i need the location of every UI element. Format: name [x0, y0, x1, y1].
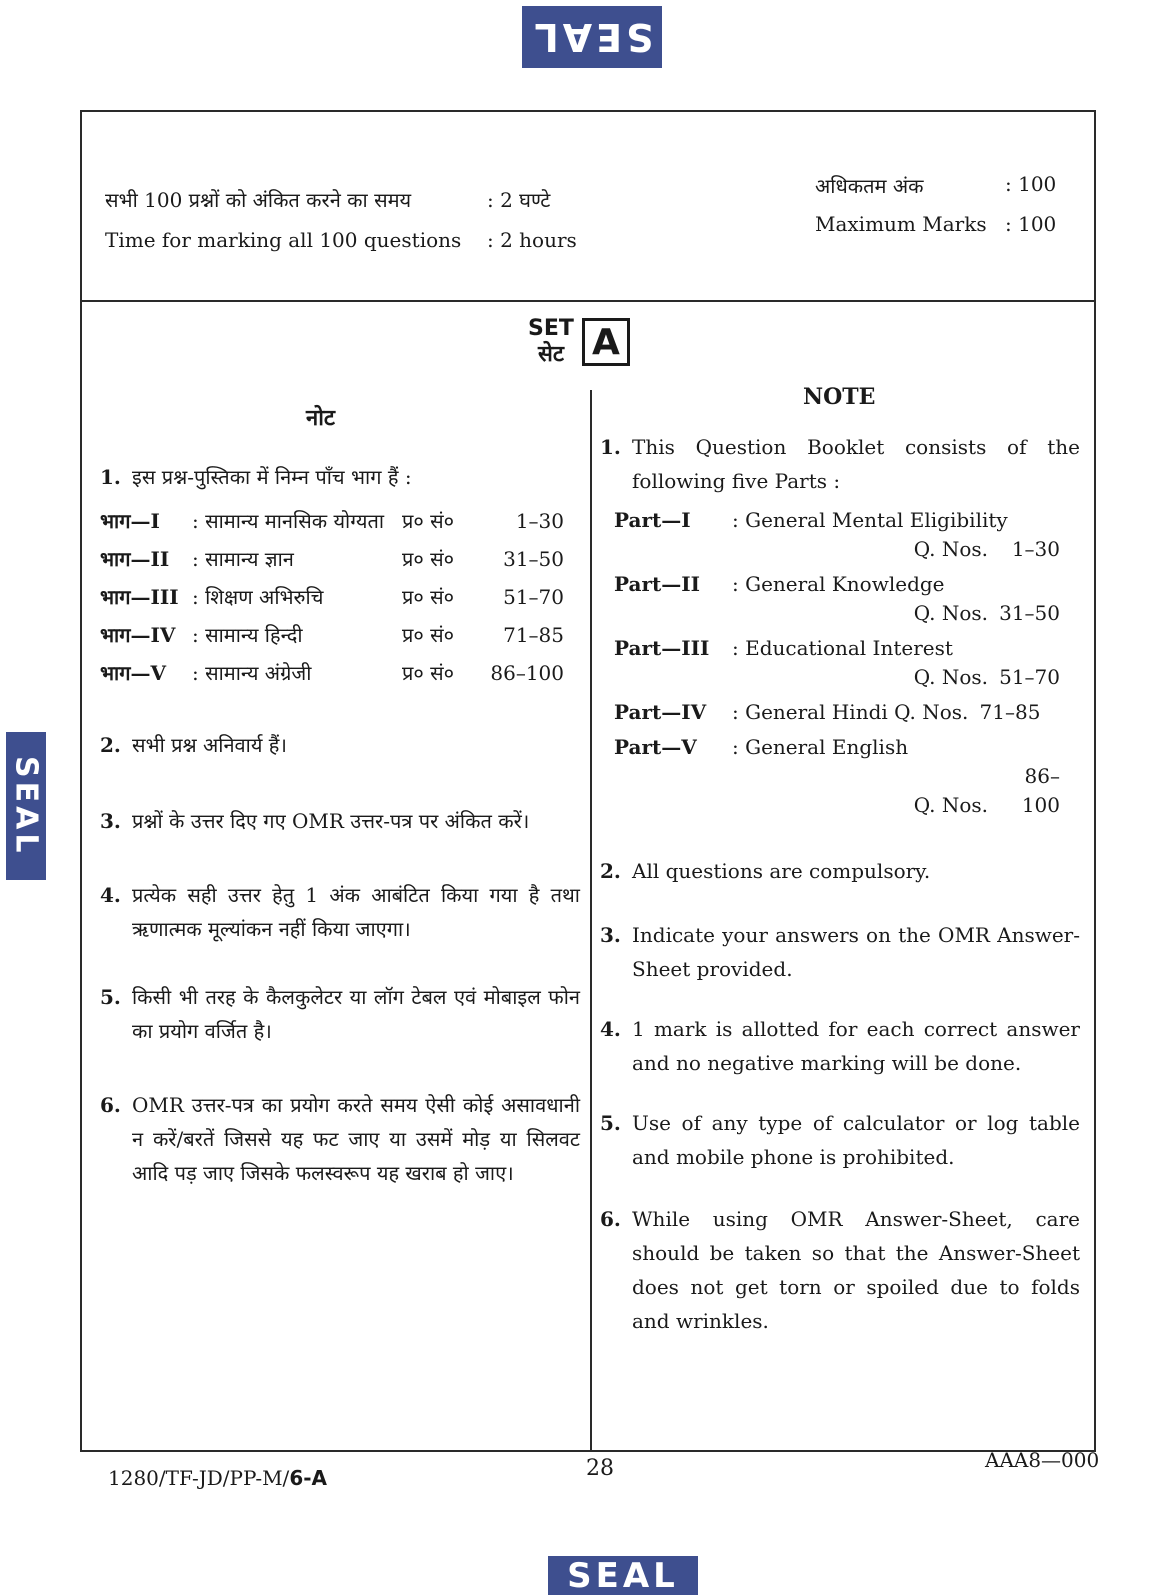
part-row	[100, 616, 580, 654]
set-label	[528, 316, 574, 368]
part-subject: : General Mental Eligibility	[732, 508, 1008, 532]
part-subject: : सामान्य हिन्दी	[192, 623, 303, 647]
item-text: 1 mark is allotted for each correct answer and no negative marking will be done.	[632, 1017, 1080, 1075]
marks-row-hindi	[815, 172, 1056, 199]
booklet-code-set: 6-A	[289, 1466, 328, 1490]
part-row	[614, 506, 1080, 564]
part-range: 71–85	[503, 623, 564, 647]
part-name: भाग—V	[100, 661, 167, 685]
item-number: 4.	[100, 883, 121, 907]
time-value-english: : 2 hours	[487, 228, 577, 252]
note-item	[100, 878, 580, 946]
page-number: 28	[586, 1456, 614, 1481]
part-q-label: Q. Nos.	[913, 665, 988, 689]
part-name: भाग—I	[100, 509, 160, 533]
part-name: भाग—IV	[100, 623, 176, 647]
booklet-code	[108, 1466, 327, 1490]
part-subject: : General Knowledge	[732, 572, 945, 596]
item-text: किसी भी तरह के कैलकुलेटर या लॉग टेबल एवं मोबाइल फोन का प्रयोग वर्जित है।	[132, 985, 580, 1043]
part-subject: : General Hindi	[732, 700, 888, 724]
note-column-english	[600, 430, 1080, 1366]
parts-list-hindi	[100, 502, 580, 692]
part-name: भाग—III	[100, 585, 179, 609]
part-subject: : General English	[732, 735, 909, 759]
part-subject: : सामान्य ज्ञान	[192, 547, 294, 571]
item-number: 1.	[600, 435, 621, 459]
set-label-english: SET	[528, 316, 574, 341]
marks-value-hindi: : 100	[1005, 172, 1057, 196]
part-range: 1–30	[1011, 537, 1060, 561]
item-number: 1.	[100, 465, 121, 489]
time-label-hindi: सभी 100 प्रश्नों को अंकित करने का समय	[105, 188, 412, 212]
part-range: 51–70	[999, 665, 1060, 689]
part-subject: : सामान्य अंग्रेजी	[192, 661, 312, 685]
part-q-label: प्र० सं०	[402, 547, 455, 571]
seal-stamp-top: SEAL	[522, 6, 662, 68]
note-item	[100, 980, 580, 1048]
part-q-label: प्र० सं०	[402, 585, 455, 609]
set-letter-box: A	[582, 318, 630, 366]
column-divider	[590, 390, 592, 1452]
part-q-label: Q. Nos.	[913, 601, 988, 625]
part-name: Part—III	[614, 636, 710, 660]
item-number: 5.	[100, 985, 121, 1009]
part-row	[100, 502, 580, 540]
part-range: 1–30	[515, 509, 564, 533]
part-range: 71–85	[979, 700, 1041, 724]
booklet-id: AAA8—000	[985, 1448, 1100, 1472]
item-text: While using OMR Answer-Sheet, care should be taken so that the Answer-Sheet does not get torn or spoiled due to folds and wrinkles.	[632, 1207, 1080, 1333]
part-subject: : सामान्य मानसिक योग्यता	[192, 509, 385, 533]
item-text: All questions are compulsory.	[632, 859, 931, 883]
item-text: Use of any type of calculator or log table and mobile phone is prohibited.	[632, 1111, 1080, 1169]
part-row	[100, 540, 580, 578]
part-q-label: Q. Nos.	[894, 700, 969, 724]
part-name: Part—II	[614, 572, 700, 596]
marks-value-english: : 100	[1005, 212, 1057, 236]
part-range: 86–100	[1021, 764, 1060, 817]
item-text: इस प्रश्न-पुस्तिका में निम्न पाँच भाग हैं :	[132, 465, 412, 489]
item-text: This Question Booklet consists of the following five Parts :	[632, 435, 1080, 493]
item-number: 6.	[100, 1093, 121, 1117]
part-row	[614, 698, 1080, 727]
marks-row-english	[815, 212, 1056, 236]
note-item	[100, 460, 580, 494]
time-row-english	[105, 228, 577, 252]
note-item	[100, 804, 580, 838]
part-q-label: Q. Nos.	[913, 793, 988, 817]
note-item	[600, 1106, 1080, 1174]
part-q-label: Q. Nos.	[913, 537, 988, 561]
part-range: 31–50	[503, 547, 564, 571]
booklet-code-prefix: 1280/TF-JD/PP-M/	[108, 1466, 290, 1490]
note-title-english: NOTE	[803, 384, 876, 410]
part-row	[100, 654, 580, 692]
marks-label-english: Maximum Marks	[815, 212, 987, 236]
part-name: Part—I	[614, 508, 691, 532]
part-subject: : शिक्षण अभिरुचि	[192, 585, 324, 609]
part-range: 31–50	[999, 601, 1060, 625]
note-column-hindi	[100, 460, 580, 1218]
item-number: 4.	[600, 1017, 621, 1041]
item-number: 3.	[100, 809, 121, 833]
part-subject: : Educational Interest	[732, 636, 953, 660]
part-name: Part—V	[614, 735, 697, 759]
part-name: भाग—II	[100, 547, 170, 571]
note-item	[600, 918, 1080, 986]
time-value-hindi: : 2 घण्टे	[487, 188, 551, 212]
item-number: 5.	[600, 1111, 621, 1135]
note-item	[600, 430, 1080, 498]
part-row	[614, 570, 1080, 628]
note-item	[100, 728, 580, 762]
item-text: OMR उत्तर-पत्र का प्रयोग करते समय ऐसी कोई असावधानी न करें/बरतें जिससे यह फट जाए या उसमें मोड़ या सिलवट आदि पड़ जाए जिसके फलस्वरूप यह खराब हो जाए।	[132, 1093, 580, 1185]
part-range: 51–70	[503, 585, 564, 609]
note-item	[100, 1088, 580, 1190]
part-row	[614, 733, 1080, 820]
header-divider	[80, 300, 1096, 302]
part-row	[614, 634, 1080, 692]
part-q-label: प्र० सं०	[402, 623, 455, 647]
part-range: 86–100	[490, 661, 564, 685]
time-label-english: Time for marking all 100 questions	[105, 228, 462, 252]
set-indicator	[528, 316, 630, 368]
note-title-hindi: नोट	[306, 405, 335, 431]
item-text: सभी प्रश्न अनिवार्य हैं।	[132, 733, 288, 757]
marks-label-hindi: अधिकतम अंक	[815, 174, 924, 198]
part-name: Part—IV	[614, 700, 707, 724]
item-text: प्रत्येक सही उत्तर हेतु 1 अंक आबंटित किया गया है तथा ऋणात्मक मूल्यांकन नहीं किया जाएगा।	[132, 883, 580, 941]
item-number: 2.	[100, 733, 121, 757]
seal-stamp-bottom: SEAL	[548, 1556, 698, 1595]
item-number: 6.	[600, 1207, 621, 1231]
item-text: Indicate your answers on the OMR Answer-Sheet provided.	[632, 923, 1080, 981]
item-number: 3.	[600, 923, 621, 947]
part-q-label: प्र० सं०	[402, 509, 455, 533]
item-number: 2.	[600, 859, 621, 883]
note-item	[600, 854, 1080, 888]
set-label-hindi: सेट	[537, 342, 564, 367]
part-q-label: प्र० सं०	[402, 661, 455, 685]
item-text: प्रश्नों के उत्तर दिए गए OMR उत्तर-पत्र पर अंकित करें।	[132, 809, 530, 833]
note-item	[600, 1202, 1080, 1338]
parts-list-english	[600, 506, 1080, 820]
seal-stamp-left: SEAL	[6, 732, 46, 880]
part-row	[100, 578, 580, 616]
note-item	[600, 1012, 1080, 1080]
time-row-hindi	[105, 186, 550, 213]
